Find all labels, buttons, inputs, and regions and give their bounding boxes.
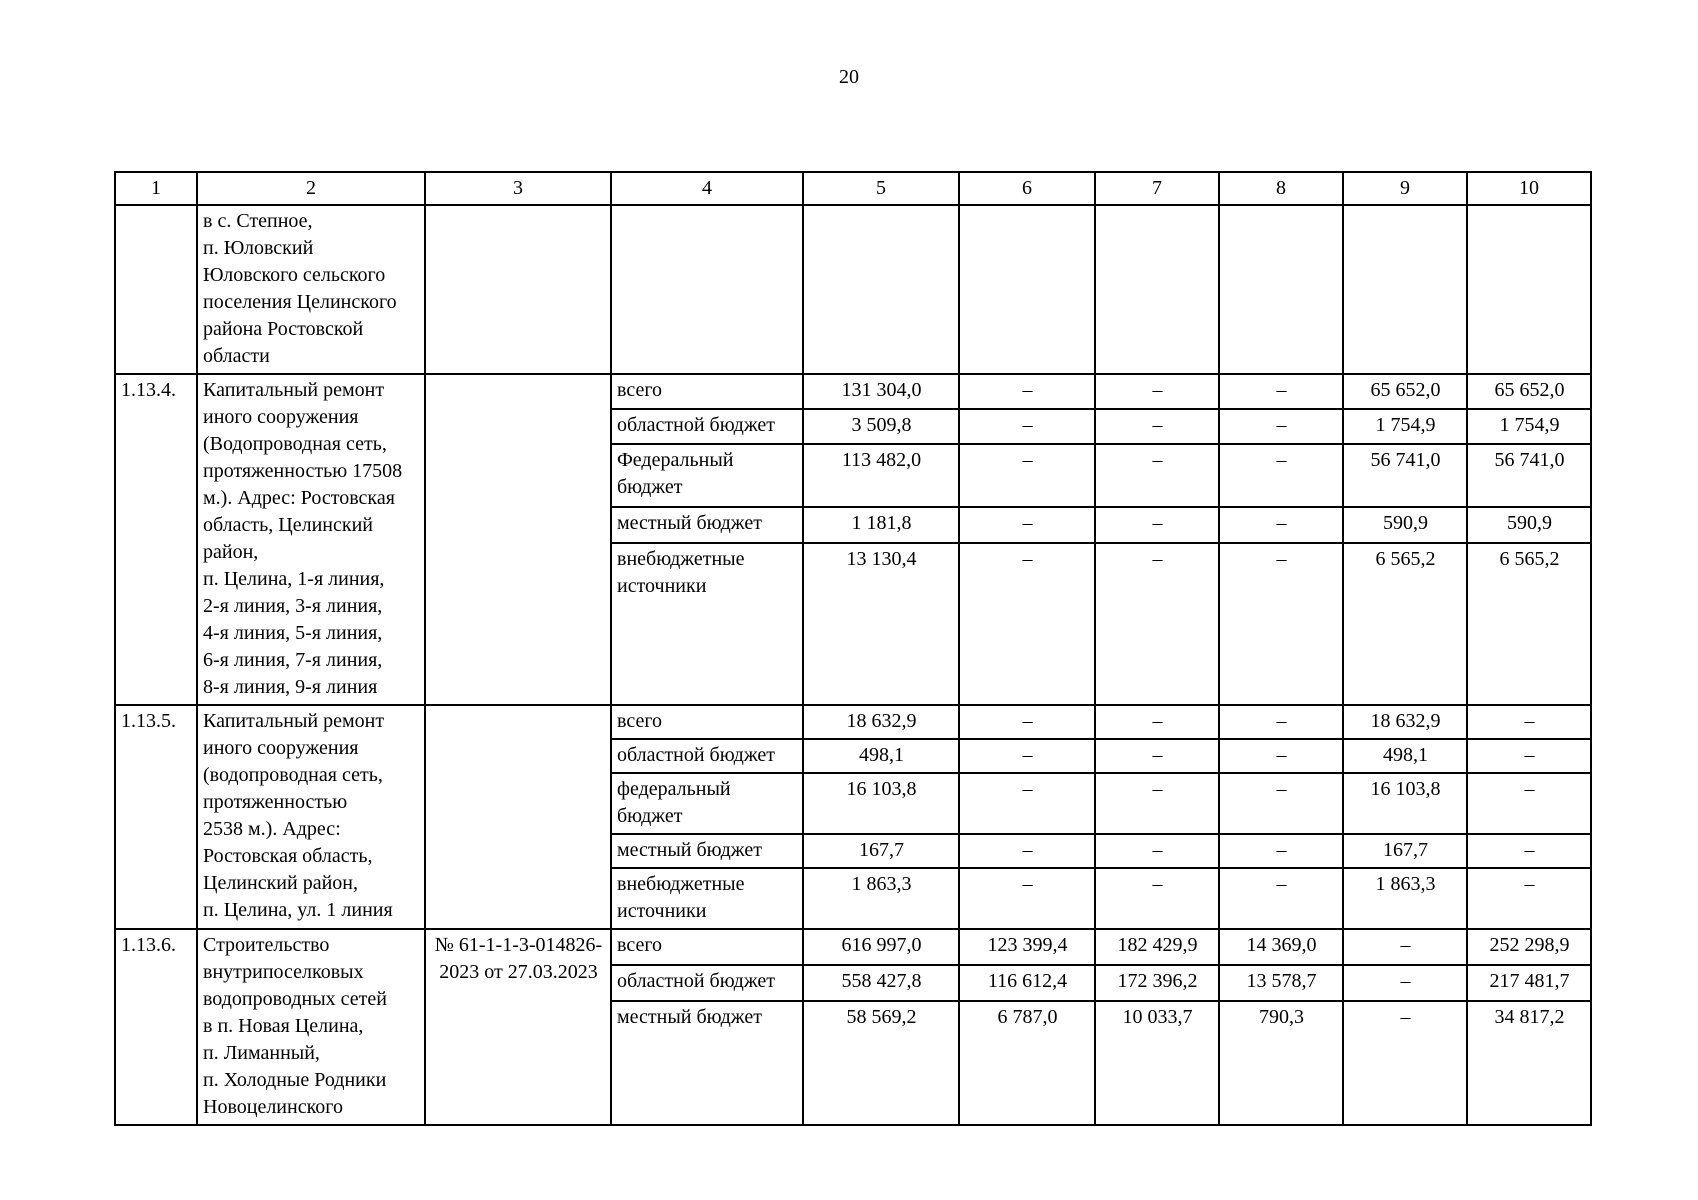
amount-col-10: 1 754,9 (1467, 409, 1591, 444)
amount-col-8: 14 369,0 (1219, 929, 1343, 965)
item-name: в с. Степное, п. Юловский Юловского сельского поселения Целинского района Ростовской области (197, 205, 425, 374)
funding-source: областной бюджет (611, 739, 803, 773)
amount-col-10: 590,9 (1467, 507, 1591, 542)
amount-col-8: 790,3 (1219, 1001, 1343, 1125)
funding-source: внебюджетные источники (611, 868, 803, 929)
amount-col-5: 1 181,8 (803, 507, 959, 542)
amount-col-6: – (959, 507, 1095, 542)
amount-col-7: – (1095, 444, 1219, 507)
column-header-3: 3 (425, 172, 611, 205)
item-name: Капитальный ремонт иного сооружения (Водопроводная сеть, протяженностью 17508 м.). Адрес: Ростовская область, Целинский район, п. Целина, 1-я линия, 2-я линия, 3-я линия, 4-я линия, 5-я линия, 6-я линия, 7-я линия, 8-я линия, 9-я линия (197, 374, 425, 705)
column-header-6: 6 (959, 172, 1095, 205)
amount-col-6: – (959, 705, 1095, 739)
funding-source: местный бюджет (611, 507, 803, 542)
amount-col-7: – (1095, 507, 1219, 542)
amount-col-5: 18 632,9 (803, 705, 959, 739)
funding-source: местный бюджет (611, 834, 803, 868)
amount-col-10: – (1467, 705, 1591, 739)
amount-col-6: – (959, 739, 1095, 773)
amount-col-7: – (1095, 739, 1219, 773)
amount-col-7: – (1095, 543, 1219, 705)
budget-table (114, 171, 1592, 1126)
amount-col-6: – (959, 834, 1095, 868)
amount-col-7: – (1095, 868, 1219, 929)
amount-col-10: 6 565,2 (1467, 543, 1591, 705)
amount-col-9: 16 103,8 (1343, 773, 1467, 834)
column-header-1: 1 (115, 172, 197, 205)
column-header-10: 10 (1467, 172, 1591, 205)
table-row (115, 205, 1591, 374)
column-header-9: 9 (1343, 172, 1467, 205)
amount-col-6: 123 399,4 (959, 929, 1095, 965)
amount-col-7: – (1095, 705, 1219, 739)
amount-col-7: – (1095, 374, 1219, 409)
amount-col-9: 6 565,2 (1343, 543, 1467, 705)
amount-col-8: – (1219, 868, 1343, 929)
funding-source: федеральный бюджет (611, 773, 803, 834)
amount-col-5: 167,7 (803, 834, 959, 868)
amount-col-9: – (1343, 929, 1467, 965)
amount-col-10: 56 741,0 (1467, 444, 1591, 507)
amount-col-5: 131 304,0 (803, 374, 959, 409)
column-header-7: 7 (1095, 172, 1219, 205)
amount-col-10: – (1467, 773, 1591, 834)
table-row (115, 705, 1591, 739)
amount-col-6: – (959, 773, 1095, 834)
item-number: 1.13.6. (115, 929, 197, 1125)
amount-col-7: 10 033,7 (1095, 1001, 1219, 1125)
amount-col-9: 590,9 (1343, 507, 1467, 542)
table-row (115, 374, 1591, 409)
amount-col-10: – (1467, 834, 1591, 868)
amount-col-8: – (1219, 834, 1343, 868)
amount-col-7: – (1095, 773, 1219, 834)
amount-col-10: 217 481,7 (1467, 965, 1591, 1001)
amount-col-5: 58 569,2 (803, 1001, 959, 1125)
page-number: 20 (839, 66, 859, 88)
amount-col-6: – (959, 543, 1095, 705)
amount-col-9: 167,7 (1343, 834, 1467, 868)
funding-source: областной бюджет (611, 409, 803, 444)
amount-col-6: – (959, 374, 1095, 409)
funding-source: местный бюджет (611, 1001, 803, 1125)
amount-col-5: 16 103,8 (803, 773, 959, 834)
amount-col-8: 13 578,7 (1219, 965, 1343, 1001)
column-header-4: 4 (611, 172, 803, 205)
funding-source: всего (611, 374, 803, 409)
amount-col-5: 498,1 (803, 739, 959, 773)
amount-col-5: 558 427,8 (803, 965, 959, 1001)
funding-source: областной бюджет (611, 965, 803, 1001)
document-ref: № 61-1-1-3-014826-2023 от 27.03.2023 (425, 929, 611, 1125)
amount-col-8: – (1219, 739, 1343, 773)
amount-col-5: 1 863,3 (803, 868, 959, 929)
amount-col-8: – (1219, 507, 1343, 542)
amount-col-5: 616 997,0 (803, 929, 959, 965)
amount-col-8: – (1219, 543, 1343, 705)
amount-col-7: 182 429,9 (1095, 929, 1219, 965)
funding-source: всего (611, 705, 803, 739)
item-number: 1.13.5. (115, 705, 197, 929)
amount-col-7: – (1095, 834, 1219, 868)
amount-col-9: – (1343, 965, 1467, 1001)
amount-col-10: 34 817,2 (1467, 1001, 1591, 1125)
item-name: Строительство внутрипоселковых водопроводных сетей в п. Новая Целина, п. Лиманный, п. Холодные Родники Новоцелинского (197, 929, 425, 1125)
amount-col-5: 13 130,4 (803, 543, 959, 705)
amount-col-9: 56 741,0 (1343, 444, 1467, 507)
column-header-8: 8 (1219, 172, 1343, 205)
amount-col-8: – (1219, 705, 1343, 739)
amount-col-6: – (959, 868, 1095, 929)
amount-col-8: – (1219, 444, 1343, 507)
amount-col-10: 65 652,0 (1467, 374, 1591, 409)
amount-col-6: – (959, 409, 1095, 444)
document-ref (425, 374, 611, 705)
amount-col-5: 3 509,8 (803, 409, 959, 444)
amount-col-9: – (1343, 1001, 1467, 1125)
table-row (115, 929, 1591, 965)
amount-col-6: 6 787,0 (959, 1001, 1095, 1125)
header-row (115, 172, 1591, 205)
column-header-5: 5 (803, 172, 959, 205)
amount-col-8: – (1219, 773, 1343, 834)
column-header-2: 2 (197, 172, 425, 205)
document-ref (425, 705, 611, 929)
amount-col-9: 1 754,9 (1343, 409, 1467, 444)
amount-col-7: – (1095, 409, 1219, 444)
funding-source: внебюджетные источники (611, 543, 803, 705)
amount-col-5: 113 482,0 (803, 444, 959, 507)
amount-col-10: 252 298,9 (1467, 929, 1591, 965)
funding-source: Федеральный бюджет (611, 444, 803, 507)
amount-col-9: 498,1 (1343, 739, 1467, 773)
amount-col-6: – (959, 444, 1095, 507)
amount-col-8: – (1219, 374, 1343, 409)
funding-source: всего (611, 929, 803, 965)
amount-col-6: 116 612,4 (959, 965, 1095, 1001)
amount-col-7: 172 396,2 (1095, 965, 1219, 1001)
item-name: Капитальный ремонт иного сооружения (водопроводная сеть, протяженностью 2538 м.). Адрес: Ростовская область, Целинский район, п. Целина, ул. 1 линия (197, 705, 425, 929)
amount-col-9: 65 652,0 (1343, 374, 1467, 409)
amount-col-9: 18 632,9 (1343, 705, 1467, 739)
amount-col-8: – (1219, 409, 1343, 444)
amount-col-10: – (1467, 868, 1591, 929)
amount-col-9: 1 863,3 (1343, 868, 1467, 929)
amount-col-10: – (1467, 739, 1591, 773)
item-number: 1.13.4. (115, 374, 197, 705)
